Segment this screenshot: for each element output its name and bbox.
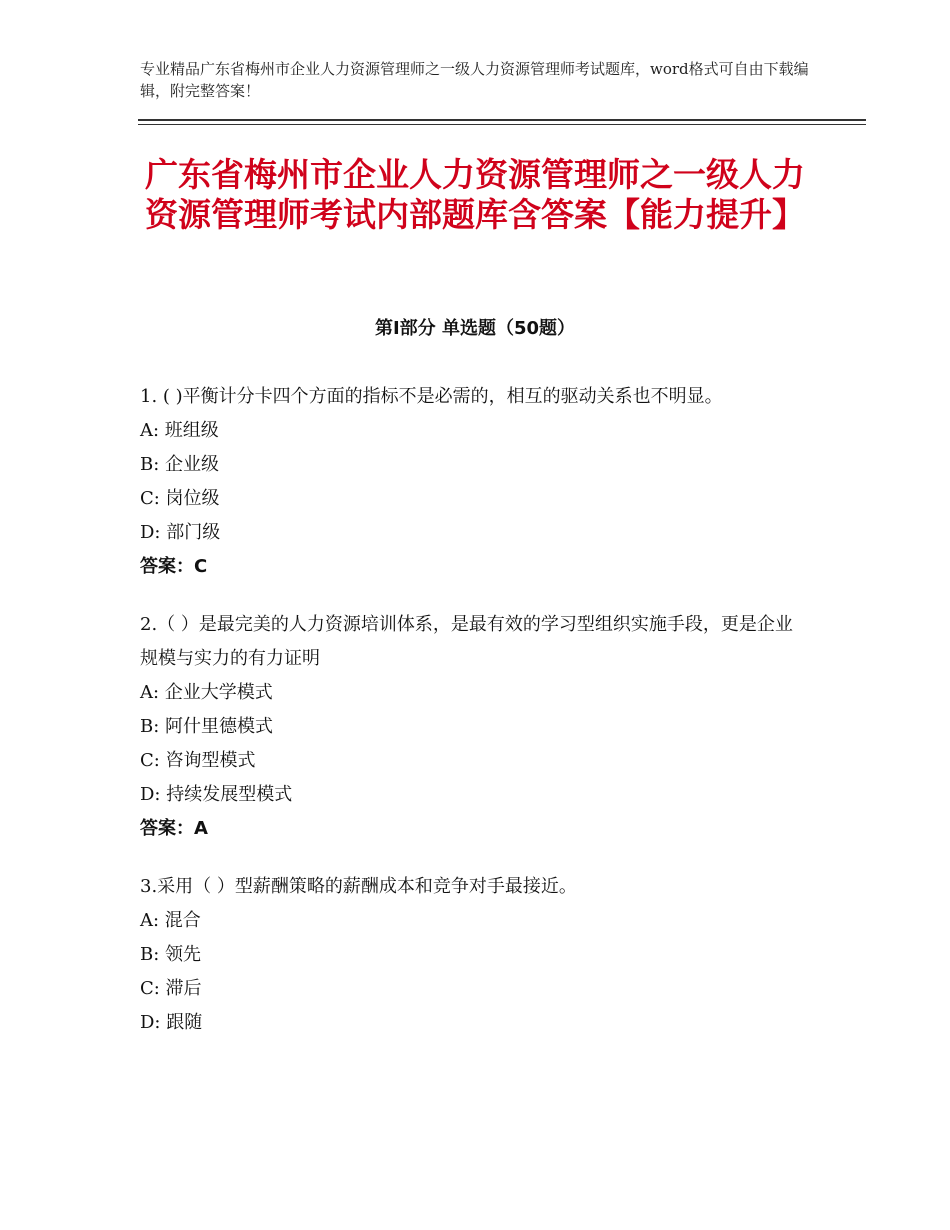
option-a: A: 班组级 xyxy=(140,420,219,441)
question-1 xyxy=(140,380,810,584)
option-c: C: 岗位级 xyxy=(140,488,220,509)
option-b: B: 企业级 xyxy=(140,454,220,475)
question-text: 3.采用（ ）型薪酬策略的薪酬成本和竞争对手最接近。 xyxy=(140,876,577,897)
header-rule-thin xyxy=(138,124,866,125)
question-text: 2.（ ）是最完美的人力资源培训体系，是最有效的学习型组织实施手段，更是企业规模与实力的有力证明 xyxy=(140,614,793,669)
option-d: D: 跟随 xyxy=(140,1012,203,1033)
option-d: D: 持续发展型模式 xyxy=(140,784,293,805)
option-a: A: 企业大学模式 xyxy=(140,682,273,703)
header-rule-thick xyxy=(138,119,866,121)
question-list xyxy=(140,380,810,1064)
document-title: 广东省梅州市企业人力资源管理师之一级人力资源管理师考试内部题库含答案【能力提升】 xyxy=(145,155,805,234)
option-d: D: 部门级 xyxy=(140,522,221,543)
header-note: 专业精品广东省梅州市企业人力资源管理师之一级人力资源管理师考试题库，word格式可自由下载编辑，附完整答案！ xyxy=(140,60,809,100)
answer: 答案：C xyxy=(140,556,208,577)
answer: 答案：A xyxy=(140,818,208,839)
question-3 xyxy=(140,870,810,1040)
section-title: 第Ⅰ部分 单选题（50题） xyxy=(374,318,575,339)
option-a: A: 混合 xyxy=(140,910,201,931)
option-c: C: 滞后 xyxy=(140,978,202,999)
option-b: B: 领先 xyxy=(140,944,202,965)
question-text: 1. ( )平衡计分卡四个方面的指标不是必需的，相互的驱动关系也不明显。 xyxy=(140,386,723,407)
option-b: B: 阿什里德模式 xyxy=(140,716,274,737)
question-2 xyxy=(140,608,810,846)
option-c: C: 咨询型模式 xyxy=(140,750,256,771)
